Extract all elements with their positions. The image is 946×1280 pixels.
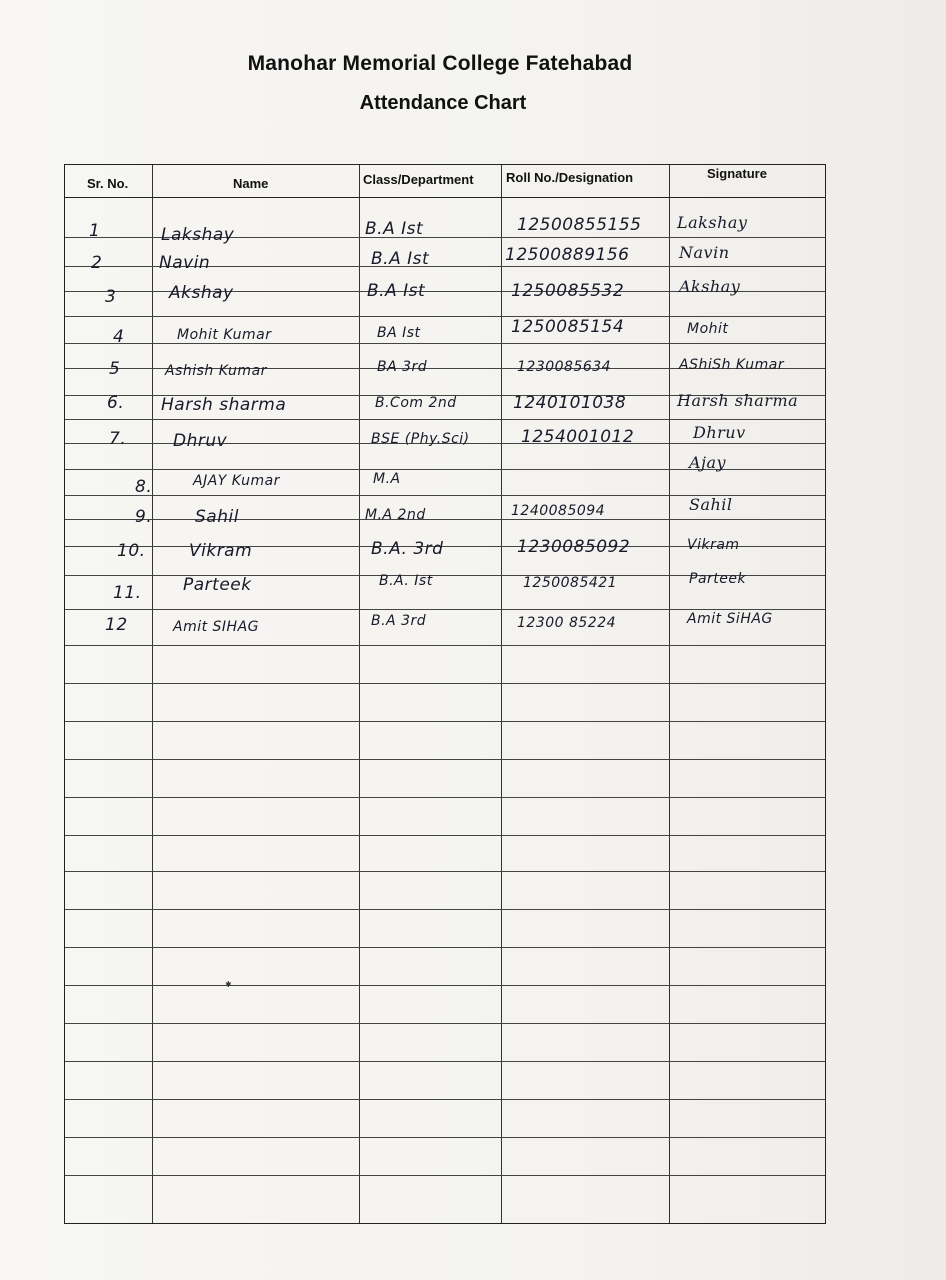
signature: Lakshay bbox=[677, 213, 748, 232]
student-name: Harsh sharma bbox=[161, 395, 287, 415]
roll-number: 1230085092 bbox=[517, 537, 631, 557]
signature: Ajay bbox=[689, 453, 727, 472]
row-line bbox=[65, 1137, 825, 1138]
student-name: Navin bbox=[159, 253, 211, 273]
roll-number: 1250085421 bbox=[523, 575, 618, 591]
row-line bbox=[65, 797, 825, 798]
row-line bbox=[65, 316, 825, 317]
student-class: M.A 2nd bbox=[365, 507, 426, 523]
student-name: Amit SIHAG bbox=[173, 619, 260, 635]
signature: Dhruv bbox=[693, 423, 746, 442]
sr-number: 8. bbox=[135, 477, 153, 497]
row-line bbox=[65, 909, 825, 910]
signature: Parteek bbox=[689, 571, 747, 587]
sr-number: 11. bbox=[113, 583, 142, 603]
student-class: BA 3rd bbox=[377, 359, 428, 375]
roll-number: 1240085094 bbox=[511, 503, 606, 519]
header-class: Class/Department bbox=[363, 172, 474, 187]
sr-number: 12 bbox=[105, 615, 128, 635]
row-line bbox=[65, 609, 825, 610]
row-line bbox=[65, 683, 825, 684]
signature: Vikram bbox=[687, 537, 740, 553]
student-name: Mohit Kumar bbox=[177, 327, 272, 343]
student-class: B.A Ist bbox=[365, 219, 424, 239]
signature: AShiSh Kumar bbox=[679, 357, 785, 373]
row-line bbox=[65, 1099, 825, 1100]
column-divider bbox=[152, 165, 153, 1223]
row-line bbox=[65, 871, 825, 872]
row-line bbox=[65, 721, 825, 722]
sr-number: 4 bbox=[113, 327, 125, 347]
student-class: BA Ist bbox=[377, 325, 421, 341]
row-line bbox=[65, 759, 825, 760]
student-name: Sahil bbox=[195, 507, 239, 527]
roll-number: 1254001012 bbox=[521, 427, 635, 447]
college-title: Manohar Memorial College Fatehabad bbox=[247, 52, 633, 75]
student-name: Ashish Kumar bbox=[165, 363, 267, 379]
row-line bbox=[65, 519, 825, 520]
row-line bbox=[65, 985, 825, 986]
student-name: AJAY Kumar bbox=[193, 473, 280, 489]
student-class: B.A Ist bbox=[367, 281, 426, 301]
header-roll: Roll No./Designation bbox=[506, 170, 634, 185]
header-divider bbox=[65, 197, 825, 198]
stray-mark: ✱ bbox=[225, 980, 232, 989]
row-line bbox=[65, 1175, 825, 1176]
header-sr-no: Sr. No. bbox=[87, 176, 129, 191]
roll-number: 1240101038 bbox=[513, 393, 627, 413]
signature: Amit SiHAG bbox=[687, 611, 773, 627]
roll-number: 12500855155 bbox=[517, 215, 642, 235]
header-name: Name bbox=[233, 176, 269, 191]
student-class: B.A Ist bbox=[371, 249, 430, 269]
student-class: B.Com 2nd bbox=[375, 395, 457, 411]
roll-number: 12300 85224 bbox=[517, 615, 617, 631]
roll-number: 1230085634 bbox=[517, 359, 612, 375]
student-class: B.A. Ist bbox=[379, 573, 433, 589]
student-name: Akshay bbox=[169, 283, 234, 303]
row-line bbox=[65, 947, 825, 948]
column-divider bbox=[501, 165, 502, 1223]
chart-subtitle: Attendance Chart bbox=[359, 92, 527, 114]
signature: Mohit bbox=[687, 321, 729, 337]
sr-number: 7. bbox=[109, 429, 127, 449]
sr-number: 10. bbox=[117, 541, 146, 561]
row-line bbox=[65, 1061, 825, 1062]
sr-number: 3 bbox=[105, 287, 117, 307]
row-line bbox=[65, 1023, 825, 1024]
sr-number: 5 bbox=[109, 359, 121, 379]
student-name: Lakshay bbox=[161, 225, 235, 245]
attendance-table bbox=[64, 164, 826, 1224]
row-line bbox=[65, 343, 825, 344]
sr-number: 6. bbox=[107, 393, 125, 413]
signature: Akshay bbox=[679, 277, 741, 296]
row-line bbox=[65, 645, 825, 646]
student-name: Dhruv bbox=[173, 431, 228, 451]
signature: Navin bbox=[679, 243, 730, 262]
signature: Harsh sharma bbox=[677, 391, 799, 410]
roll-number: 1250085154 bbox=[511, 317, 625, 337]
sr-number: 1 bbox=[89, 221, 101, 241]
student-class: M.A bbox=[373, 471, 401, 487]
column-divider bbox=[669, 165, 670, 1223]
student-class: BSE (Phy.Sci) bbox=[371, 431, 470, 447]
student-name: Vikram bbox=[189, 541, 253, 561]
header-signature: Signature bbox=[707, 166, 767, 181]
student-class: B.A 3rd bbox=[371, 613, 427, 629]
column-divider bbox=[359, 165, 360, 1223]
signature: Sahil bbox=[689, 495, 733, 514]
student-class: B.A. 3rd bbox=[371, 539, 444, 559]
sr-number: 9. bbox=[135, 507, 153, 527]
student-name: Parteek bbox=[183, 575, 252, 595]
sr-number: 2 bbox=[91, 253, 103, 273]
roll-number: 1250085532 bbox=[511, 281, 625, 301]
roll-number: 12500889156 bbox=[505, 245, 630, 265]
row-line bbox=[65, 835, 825, 836]
row-line bbox=[65, 419, 825, 420]
